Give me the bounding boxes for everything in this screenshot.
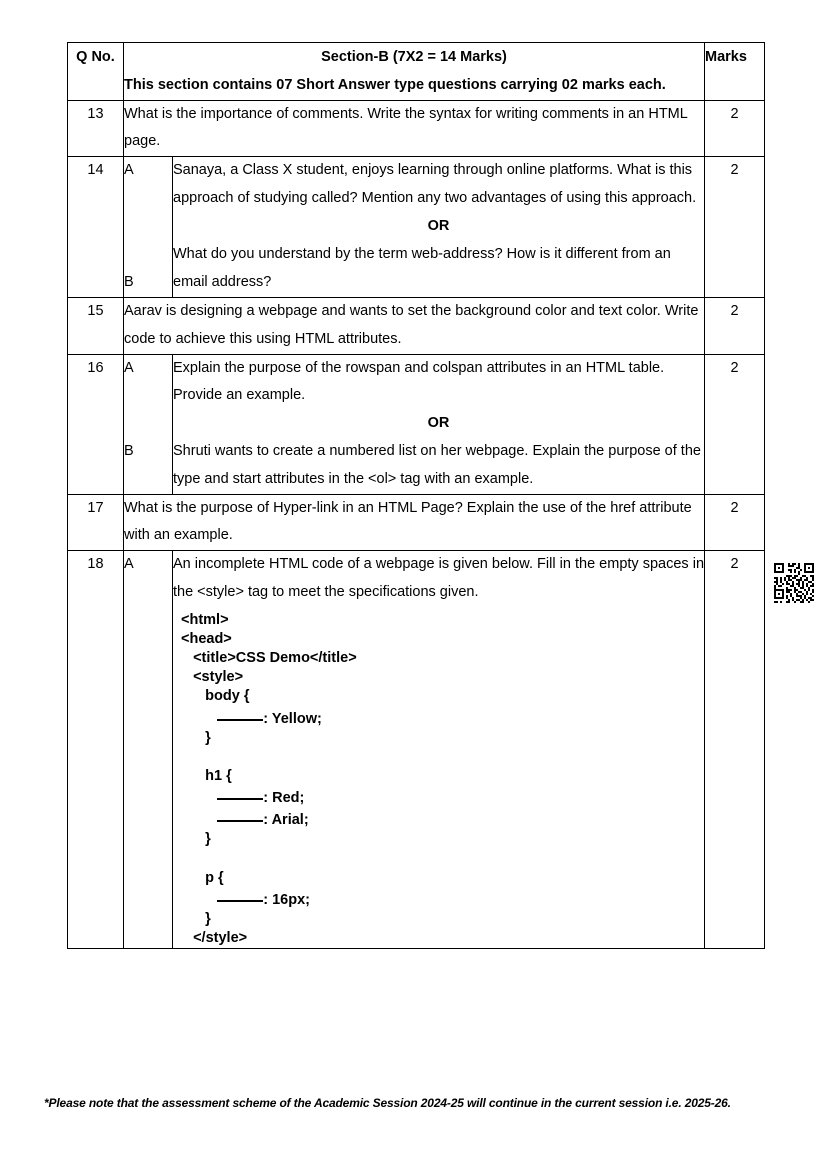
- header-qno-label: Q No.: [76, 49, 115, 65]
- question-marks: 2: [705, 354, 765, 494]
- fill-in-blank: [217, 786, 263, 800]
- table-row: [68, 100, 765, 157]
- spacer: [124, 382, 172, 410]
- option-labels-cell: [124, 354, 173, 494]
- code-line: : 16px;: [181, 888, 704, 910]
- question-body: [173, 551, 705, 949]
- table-row: [68, 157, 765, 298]
- option-labels-cell: [124, 157, 173, 298]
- code-line: <title>CSS Demo</title>: [181, 650, 357, 667]
- question-body: [173, 354, 705, 494]
- code-line: }: [181, 910, 211, 927]
- spacer: [124, 185, 172, 213]
- table-row: [68, 551, 765, 949]
- question-number: 15: [68, 297, 124, 354]
- question-body: [124, 100, 705, 157]
- question-marks: 2: [705, 297, 765, 354]
- table-row: [68, 494, 765, 551]
- question-text: What is the purpose of Hyper-link in an HTML Page? Explain the use of the href attribute with an example.: [124, 499, 692, 544]
- code-line: : Yellow;: [181, 707, 704, 729]
- code-line: <head>: [181, 631, 232, 648]
- html-code-snippet: [181, 611, 704, 948]
- question-number: 18: [68, 551, 124, 949]
- code-line: }: [181, 831, 211, 848]
- code-line: [181, 849, 704, 868]
- option-b-text: Shruti wants to create a numbered list on her webpage. Explain the purpose of the type and start attributes in the <ol> tag with an example.: [173, 442, 701, 487]
- fill-in-blank: [217, 808, 263, 822]
- header-marks-cell: [705, 43, 765, 101]
- option-a-text: An incomplete HTML code of a webpage is given below. Fill in the empty spaces in the <style> tag to meet the specifications given.: [173, 556, 705, 601]
- code-line: p {: [181, 869, 224, 886]
- code-line: [181, 748, 704, 767]
- questions-table: [67, 42, 765, 949]
- question-body: [124, 297, 705, 354]
- header-section-cell: [124, 43, 705, 101]
- table-header-row: [68, 43, 765, 101]
- option-a-label: A: [124, 162, 134, 179]
- fill-in-blank: [217, 707, 263, 721]
- code-line: }: [181, 729, 211, 746]
- option-labels-cell: [124, 551, 173, 949]
- fill-in-blank: [217, 888, 263, 902]
- code-line: <style>: [181, 669, 244, 686]
- table-row: [68, 297, 765, 354]
- code-line: h1 {: [181, 767, 232, 784]
- option-a-label: A: [124, 359, 134, 376]
- header-qno-cell: [68, 43, 124, 101]
- code-line: : Red;: [181, 786, 704, 808]
- question-marks: 2: [705, 494, 765, 551]
- question-body: [173, 157, 705, 298]
- option-a-text: Sanaya, a Class X student, enjoys learning through online platforms. What is this approach of studying called? Mention any two advantages of using this approach.: [173, 162, 697, 207]
- footer-note: *Please note that the assessment scheme of the Academic Session 2024-25 will continue in the current session i.e. 2025-26.: [44, 1096, 731, 1110]
- spacer: [124, 410, 172, 438]
- question-number: 16: [68, 354, 124, 494]
- section-title: Section-B (7X2 = 14 Marks): [321, 49, 507, 65]
- code-line: body {: [181, 688, 250, 705]
- section-subtitle: This section contains 07 Short Answer type questions carrying 02 marks each.: [124, 77, 666, 94]
- question-marks: 2: [705, 551, 765, 949]
- spacer: [124, 213, 172, 241]
- table-row: [68, 354, 765, 494]
- code-line: </style>: [181, 929, 248, 946]
- header-marks-label: Marks: [705, 49, 747, 65]
- question-text: Aarav is designing a webpage and wants to set the background color and text color. Write code to achieve this using HTML attributes.: [124, 302, 699, 347]
- option-b-label: B: [124, 274, 134, 291]
- question-marks: 2: [705, 100, 765, 157]
- qr-code-icon: [772, 561, 818, 603]
- question-body: [124, 494, 705, 551]
- or-separator: OR: [427, 217, 450, 234]
- option-a-label: A: [124, 556, 134, 573]
- code-line: : Arial;: [181, 808, 704, 830]
- code-line: <html>: [181, 611, 229, 628]
- question-number: 13: [68, 100, 124, 157]
- question-marks: 2: [705, 157, 765, 298]
- question-text: What is the importance of comments. Write the syntax for writing comments in an HTML page.: [124, 105, 688, 150]
- option-b-label: B: [124, 443, 134, 460]
- question-number: 14: [68, 157, 124, 298]
- option-b-text: What do you understand by the term web-address? How is it different from an email address?: [173, 245, 671, 290]
- option-a-text: Explain the purpose of the rowspan and colspan attributes in an HTML table. Provide an example.: [173, 359, 665, 404]
- question-number: 17: [68, 494, 124, 551]
- or-separator: OR: [427, 415, 450, 432]
- spacer: [124, 241, 172, 269]
